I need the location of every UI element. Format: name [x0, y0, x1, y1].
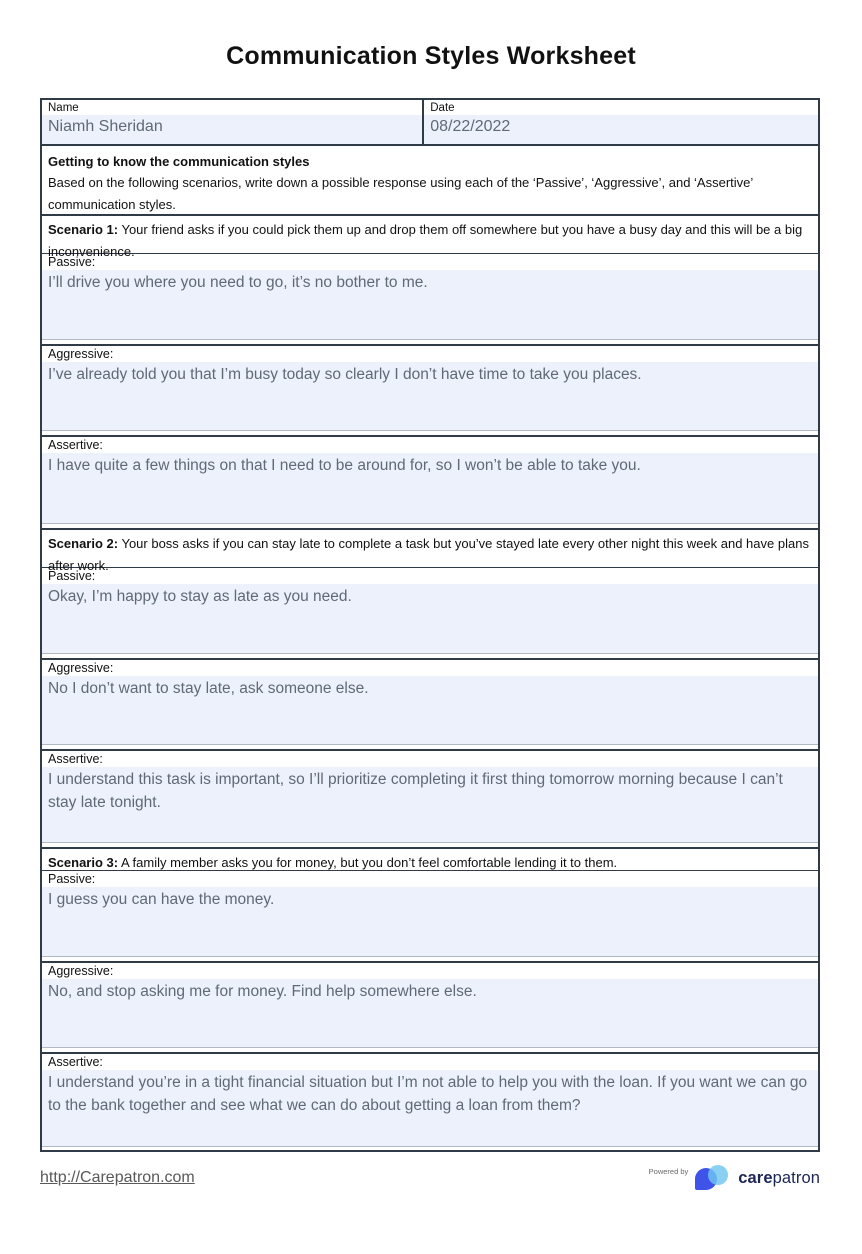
scenario-1-aggressive-section: [42, 344, 818, 435]
name-date-row: [42, 100, 818, 144]
passive-answer-input[interactable]: I guess you can have the money.: [42, 887, 818, 957]
footer: [40, 1165, 820, 1191]
brand-wordmark-bold: care: [738, 1168, 773, 1187]
carepatron-logo-icon: [695, 1165, 731, 1191]
worksheet-table: [40, 98, 820, 1152]
assertive-label: Assertive:: [48, 1055, 103, 1069]
page-title: Communication Styles Worksheet: [226, 42, 636, 70]
assertive-answer-input[interactable]: I have quite a few things on that I need to be around for, so I won’t be able to take you.: [42, 453, 818, 524]
name-input[interactable]: Niamh Sheridan: [42, 115, 422, 144]
powered-by-label: Powered by: [648, 1166, 689, 1176]
logo-circle-shape: [708, 1165, 728, 1185]
aggressive-answer-input[interactable]: No, and stop asking me for money. Find help somewhere else.: [42, 979, 818, 1048]
footer-link[interactable]: http://Carepatron.com: [40, 1169, 195, 1186]
date-field: [422, 100, 818, 144]
intro-body: Based on the following scenarios, write down a possible response using each of the ‘Passive’, ‘Aggressive’, and ‘Assertive’ communication styles.: [48, 175, 753, 212]
name-label: Name: [48, 102, 79, 114]
scenario-3-aggressive-section: [42, 961, 818, 1052]
brand-wordmark: [738, 1169, 820, 1188]
scenario-2-assertive-section: [42, 749, 818, 847]
passive-label: Passive:: [48, 255, 96, 269]
date-input[interactable]: 08/22/2022: [424, 115, 818, 144]
scenario-1-passive-section: [42, 253, 818, 344]
name-field: [42, 100, 422, 144]
aggressive-label: Aggressive:: [48, 964, 114, 978]
intro-heading: Getting to know the communication styles: [48, 154, 310, 169]
passive-label: Passive:: [48, 569, 96, 583]
scenario-3-passive-section: [42, 870, 818, 961]
passive-answer-input[interactable]: I’ll drive you where you need to go, it’s no bother to me.: [42, 270, 818, 340]
brand-wordmark-light: patron: [772, 1168, 820, 1187]
scenario-2-description: Your boss asks if you can stay late to complete a task but you’ve stayed late every other night this week and have plans after work.: [48, 536, 809, 573]
scenario-3-description: A family member asks you for money, but you don’t feel comfortable lending it to them.: [118, 855, 618, 870]
aggressive-label: Aggressive:: [48, 661, 114, 675]
scenario-2-label: Scenario 2:: [48, 536, 119, 551]
passive-answer-input[interactable]: Okay, I’m happy to stay as late as you need.: [42, 584, 818, 654]
scenario-2-header: [42, 528, 818, 573]
scenario-1-description: Your friend asks if you could pick them up and drop them off somewhere but you have a busy day and this will be a big inconvenience.: [48, 222, 803, 259]
scenario-1-assertive-section: [42, 435, 818, 528]
scenario-1-label: Scenario 1:: [48, 222, 119, 237]
scenario-3-assertive-section: [42, 1052, 818, 1150]
scenario-1-header: [42, 214, 818, 259]
intro-row: [42, 144, 818, 214]
passive-label: Passive:: [48, 872, 96, 886]
brand-block: [649, 1165, 820, 1191]
assertive-answer-input[interactable]: I understand this task is important, so I’ll prioritize completing it first thing tomorrow morning because I can’t stay late tonight.: [42, 767, 818, 843]
scenario-2-passive-section: [42, 567, 818, 658]
assertive-label: Assertive:: [48, 438, 103, 452]
aggressive-answer-input[interactable]: I’ve already told you that I’m busy today so clearly I don’t have time to take you places.: [42, 362, 818, 431]
scenario-3-label: Scenario 3:: [48, 855, 119, 870]
scenario-2-aggressive-section: [42, 658, 818, 749]
aggressive-answer-input[interactable]: No I don’t want to stay late, ask someone else.: [42, 676, 818, 745]
assertive-answer-input[interactable]: I understand you’re in a tight financial situation but I’m not able to help you with the loan. If you want we can go to the bank together and see what we can do about getting a loan from them?: [42, 1070, 818, 1147]
aggressive-label: Aggressive:: [48, 347, 114, 361]
scenario-3-header: [42, 847, 818, 870]
date-label: Date: [430, 102, 455, 114]
assertive-label: Assertive:: [48, 752, 103, 766]
